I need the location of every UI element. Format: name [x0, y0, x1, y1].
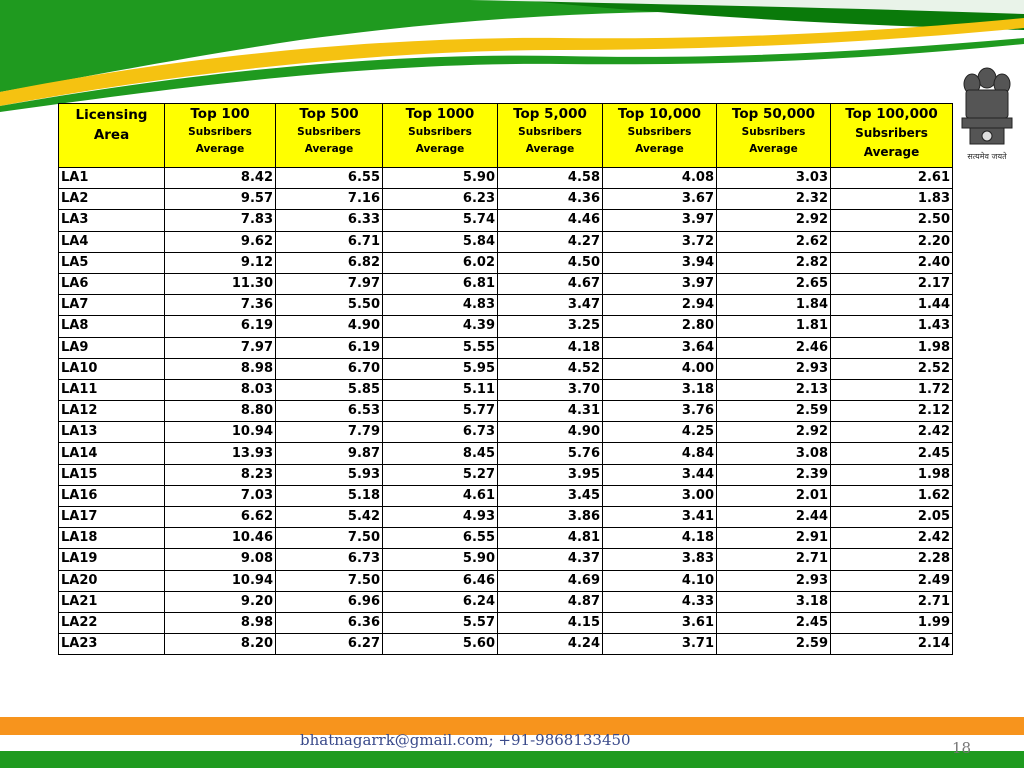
table-cell: 1.84 [717, 295, 831, 316]
header-sub-label: Average [415, 143, 465, 155]
table-cell: 5.42 [276, 507, 383, 528]
table-cell: 7.50 [276, 570, 383, 591]
table-row [59, 464, 953, 485]
table-cell: 2.52 [831, 358, 953, 379]
table-cell: 4.08 [603, 168, 717, 189]
row-area-label: LA18 [59, 528, 165, 549]
table-cell: 5.60 [383, 634, 498, 655]
table-cell: 2.80 [603, 316, 717, 337]
table-cell: 4.90 [276, 316, 383, 337]
table-cell: 3.00 [603, 485, 717, 506]
table-cell: 7.16 [276, 189, 383, 210]
table-row [59, 485, 953, 506]
table-cell: 5.18 [276, 485, 383, 506]
header-top-label: Top 10,000 [617, 106, 702, 122]
table-cell: 4.52 [498, 358, 603, 379]
table-cell: 4.00 [603, 358, 717, 379]
table-cell: 8.42 [165, 168, 276, 189]
table-cell: 4.18 [498, 337, 603, 358]
header-sub-label: Subsribers [188, 126, 252, 138]
national-emblem-icon [956, 64, 1018, 164]
header-top-label: Top 5,000 [513, 106, 587, 122]
row-area-label: LA19 [59, 549, 165, 570]
table-row [59, 422, 953, 443]
table-cell: 2.61 [831, 168, 953, 189]
table-cell: 2.45 [717, 612, 831, 633]
page-number: 18 [952, 739, 972, 757]
table-cell: 3.61 [603, 612, 717, 633]
header-sub-label: Subsribers [855, 126, 928, 140]
table-cell: 4.25 [603, 422, 717, 443]
footer-green-band [0, 751, 1024, 768]
table-cell: 6.24 [383, 591, 498, 612]
table-cell: 2.93 [717, 570, 831, 591]
table-cell: 4.90 [498, 422, 603, 443]
table-cell: 10.94 [165, 570, 276, 591]
table-row [59, 168, 953, 189]
table-cell: 6.19 [276, 337, 383, 358]
table-cell: 6.02 [383, 252, 498, 273]
table-cell: 4.39 [383, 316, 498, 337]
table-cell: 2.42 [831, 528, 953, 549]
table-row [59, 358, 953, 379]
table-cell: 3.18 [717, 591, 831, 612]
header-sub-label: Subsribers [408, 126, 472, 138]
row-area-label: LA1 [59, 168, 165, 189]
table-cell: 3.67 [603, 189, 717, 210]
header-swoosh-decoration [0, 0, 1024, 120]
header-top-label: Top 100,000 [845, 106, 938, 122]
table-cell: 2.92 [717, 422, 831, 443]
table-cell: 3.71 [603, 634, 717, 655]
table-row [59, 612, 953, 633]
table-cell: 5.74 [383, 210, 498, 231]
row-area-label: LA22 [59, 612, 165, 633]
table-cell: 3.94 [603, 252, 717, 273]
table-cell: 4.87 [498, 591, 603, 612]
table-cell: 8.98 [165, 358, 276, 379]
header-top-label: Top 50,000 [731, 106, 816, 122]
table-row [59, 443, 953, 464]
table-cell: 4.84 [603, 443, 717, 464]
table-cell: 9.20 [165, 591, 276, 612]
table-cell: 7.97 [276, 273, 383, 294]
table-cell: 2.45 [831, 443, 953, 464]
header-sub-label: Average [304, 143, 354, 155]
table-cell: 4.27 [498, 231, 603, 252]
table-cell: 8.03 [165, 379, 276, 400]
table-cell: 4.24 [498, 634, 603, 655]
row-area-label: LA23 [59, 634, 165, 655]
table-cell: 3.45 [498, 485, 603, 506]
table-row [59, 634, 953, 655]
table-cell: 2.20 [831, 231, 953, 252]
table-cell: 4.81 [498, 528, 603, 549]
table-row [59, 273, 953, 294]
table-cell: 7.79 [276, 422, 383, 443]
table-cell: 5.85 [276, 379, 383, 400]
row-area-label: LA4 [59, 231, 165, 252]
table-cell: 6.46 [383, 570, 498, 591]
table-cell: 8.20 [165, 634, 276, 655]
header-top-label: Top 1000 [405, 106, 475, 122]
table-cell: 5.77 [383, 401, 498, 422]
table-cell: 2.28 [831, 549, 953, 570]
table-cell: 2.17 [831, 273, 953, 294]
table-cell: 13.93 [165, 443, 276, 464]
table-cell: 6.33 [276, 210, 383, 231]
table-cell: 2.01 [717, 485, 831, 506]
table-cell: 4.93 [383, 507, 498, 528]
header-licensing-area: Licensing Area [59, 104, 165, 168]
table-cell: 2.91 [717, 528, 831, 549]
table-row [59, 316, 953, 337]
header-top-label: Top 500 [299, 106, 359, 122]
row-area-label: LA3 [59, 210, 165, 231]
table-cell: 8.98 [165, 612, 276, 633]
header-sub-label: Subsribers [297, 126, 361, 138]
row-area-label: LA13 [59, 422, 165, 443]
table-cell: 4.67 [498, 273, 603, 294]
table-cell: 2.82 [717, 252, 831, 273]
row-area-label: LA20 [59, 570, 165, 591]
table-cell: 3.72 [603, 231, 717, 252]
table-cell: 3.86 [498, 507, 603, 528]
table-cell: 2.14 [831, 634, 953, 655]
table-cell: 6.19 [165, 316, 276, 337]
table-cell: 2.13 [717, 379, 831, 400]
table-cell: 6.53 [276, 401, 383, 422]
table-cell: 3.44 [603, 464, 717, 485]
table-body [59, 168, 953, 655]
table-cell: 5.84 [383, 231, 498, 252]
row-area-label: LA16 [59, 485, 165, 506]
table-cell: 9.62 [165, 231, 276, 252]
table-cell: 4.33 [603, 591, 717, 612]
table-cell: 3.95 [498, 464, 603, 485]
table-cell: 9.87 [276, 443, 383, 464]
table-cell: 8.45 [383, 443, 498, 464]
table-row [59, 379, 953, 400]
table-cell: 4.83 [383, 295, 498, 316]
table-cell: 6.36 [276, 612, 383, 633]
table-cell: 3.64 [603, 337, 717, 358]
table-cell: 2.40 [831, 252, 953, 273]
table-cell: 6.27 [276, 634, 383, 655]
table-cell: 1.43 [831, 316, 953, 337]
table-cell: 2.50 [831, 210, 953, 231]
header-top-500 [276, 104, 383, 168]
table-cell: 1.44 [831, 295, 953, 316]
header-top-1000 [383, 104, 498, 168]
table-cell: 4.46 [498, 210, 603, 231]
table-cell: 1.62 [831, 485, 953, 506]
table-cell: 4.37 [498, 549, 603, 570]
header-sub-label: Subsribers [627, 126, 692, 138]
table-cell: 2.49 [831, 570, 953, 591]
table-cell: 2.32 [717, 189, 831, 210]
table-row [59, 507, 953, 528]
footer-contact: bhatnagarrk@gmail.com; +91-9868133450 [300, 731, 631, 749]
header-sub-label: Average [635, 143, 684, 155]
row-area-label: LA7 [59, 295, 165, 316]
table-cell: 1.98 [831, 464, 953, 485]
table-cell: 2.65 [717, 273, 831, 294]
table-cell: 5.50 [276, 295, 383, 316]
subscriber-average-table [58, 103, 953, 655]
table-cell: 3.03 [717, 168, 831, 189]
table-cell: 3.97 [603, 273, 717, 294]
table-row [59, 570, 953, 591]
table-cell: 2.44 [717, 507, 831, 528]
row-area-label: LA8 [59, 316, 165, 337]
table-cell: 1.98 [831, 337, 953, 358]
table-cell: 3.41 [603, 507, 717, 528]
table-row [59, 295, 953, 316]
table-cell: 6.81 [383, 273, 498, 294]
table-row [59, 549, 953, 570]
table-cell: 2.12 [831, 401, 953, 422]
table-cell: 2.71 [717, 549, 831, 570]
header-sub-label: Average [525, 143, 575, 155]
table-cell: 6.96 [276, 591, 383, 612]
table-cell: 4.18 [603, 528, 717, 549]
row-area-label: LA21 [59, 591, 165, 612]
table-cell: 1.99 [831, 612, 953, 633]
row-area-label: LA17 [59, 507, 165, 528]
table-cell: 2.94 [603, 295, 717, 316]
header-sub-label: Average [195, 143, 245, 155]
table-cell: 5.57 [383, 612, 498, 633]
table-cell: 3.25 [498, 316, 603, 337]
table-row [59, 337, 953, 358]
table-cell: 7.83 [165, 210, 276, 231]
table-row [59, 528, 953, 549]
table-cell: 7.03 [165, 485, 276, 506]
table-row [59, 591, 953, 612]
header-top-label: Top 100 [190, 106, 250, 122]
table-cell: 5.27 [383, 464, 498, 485]
emblem-caption: सत्यमेव जयते [967, 152, 1007, 161]
table-cell: 2.42 [831, 422, 953, 443]
table-row [59, 210, 953, 231]
table-cell: 1.83 [831, 189, 953, 210]
row-area-label: LA14 [59, 443, 165, 464]
table-row [59, 231, 953, 252]
table-cell: 6.70 [276, 358, 383, 379]
table-cell: 4.36 [498, 189, 603, 210]
table-cell: 3.18 [603, 379, 717, 400]
table-cell: 7.36 [165, 295, 276, 316]
table-cell: 5.95 [383, 358, 498, 379]
table-cell: 7.50 [276, 528, 383, 549]
table-cell: 10.94 [165, 422, 276, 443]
table-cell: 2.93 [717, 358, 831, 379]
table-cell: 5.93 [276, 464, 383, 485]
header-sub-label: Subsribers [518, 126, 582, 138]
row-area-label: LA5 [59, 252, 165, 273]
table-cell: 2.05 [831, 507, 953, 528]
table-cell: 4.58 [498, 168, 603, 189]
table-cell: 6.55 [276, 168, 383, 189]
table-cell: 7.97 [165, 337, 276, 358]
header-sub-label: Average [749, 143, 798, 155]
table-cell: 4.31 [498, 401, 603, 422]
row-area-label: LA12 [59, 401, 165, 422]
table-cell: 2.71 [831, 591, 953, 612]
table-cell: 3.76 [603, 401, 717, 422]
table-cell: 3.83 [603, 549, 717, 570]
header-top-100 [165, 104, 276, 168]
table-row [59, 252, 953, 273]
header-top-50000 [717, 104, 831, 168]
table-header-row [59, 104, 953, 168]
table-cell: 5.11 [383, 379, 498, 400]
table-cell: 8.80 [165, 401, 276, 422]
header-sub-label: Subsribers [741, 126, 806, 138]
row-area-label: LA11 [59, 379, 165, 400]
row-area-label: LA6 [59, 273, 165, 294]
row-area-label: LA9 [59, 337, 165, 358]
table-cell: 3.47 [498, 295, 603, 316]
table-cell: 3.08 [717, 443, 831, 464]
table-cell: 2.62 [717, 231, 831, 252]
table-cell: 4.69 [498, 570, 603, 591]
table-cell: 3.97 [603, 210, 717, 231]
table-cell: 1.81 [717, 316, 831, 337]
table-cell: 2.59 [717, 401, 831, 422]
table-cell: 3.70 [498, 379, 603, 400]
header-top-100000 [831, 104, 953, 168]
table-cell: 4.15 [498, 612, 603, 633]
row-area-label: LA10 [59, 358, 165, 379]
table-cell: 5.55 [383, 337, 498, 358]
table-cell: 6.82 [276, 252, 383, 273]
table-cell: 5.90 [383, 168, 498, 189]
table-cell: 5.76 [498, 443, 603, 464]
table-cell: 4.10 [603, 570, 717, 591]
header-top-10000 [603, 104, 717, 168]
table-cell: 8.23 [165, 464, 276, 485]
table-cell: 6.23 [383, 189, 498, 210]
table-cell: 6.73 [276, 549, 383, 570]
table-cell: 2.46 [717, 337, 831, 358]
table-cell: 6.71 [276, 231, 383, 252]
row-area-label: LA15 [59, 464, 165, 485]
table-row [59, 401, 953, 422]
table-cell: 4.50 [498, 252, 603, 273]
table-cell: 6.73 [383, 422, 498, 443]
table-cell: 5.90 [383, 549, 498, 570]
table-cell: 6.55 [383, 528, 498, 549]
table-cell: 11.30 [165, 273, 276, 294]
table-cell: 2.92 [717, 210, 831, 231]
header-sub-label: Average [863, 145, 920, 159]
table-cell: 9.08 [165, 549, 276, 570]
table-cell: 4.61 [383, 485, 498, 506]
table-row [59, 189, 953, 210]
table-cell: 9.57 [165, 189, 276, 210]
table-cell: 10.46 [165, 528, 276, 549]
table-cell: 9.12 [165, 252, 276, 273]
table-cell: 2.39 [717, 464, 831, 485]
header-top-5000 [498, 104, 603, 168]
table-cell: 1.72 [831, 379, 953, 400]
table-cell: 2.59 [717, 634, 831, 655]
row-area-label: LA2 [59, 189, 165, 210]
table-cell: 6.62 [165, 507, 276, 528]
